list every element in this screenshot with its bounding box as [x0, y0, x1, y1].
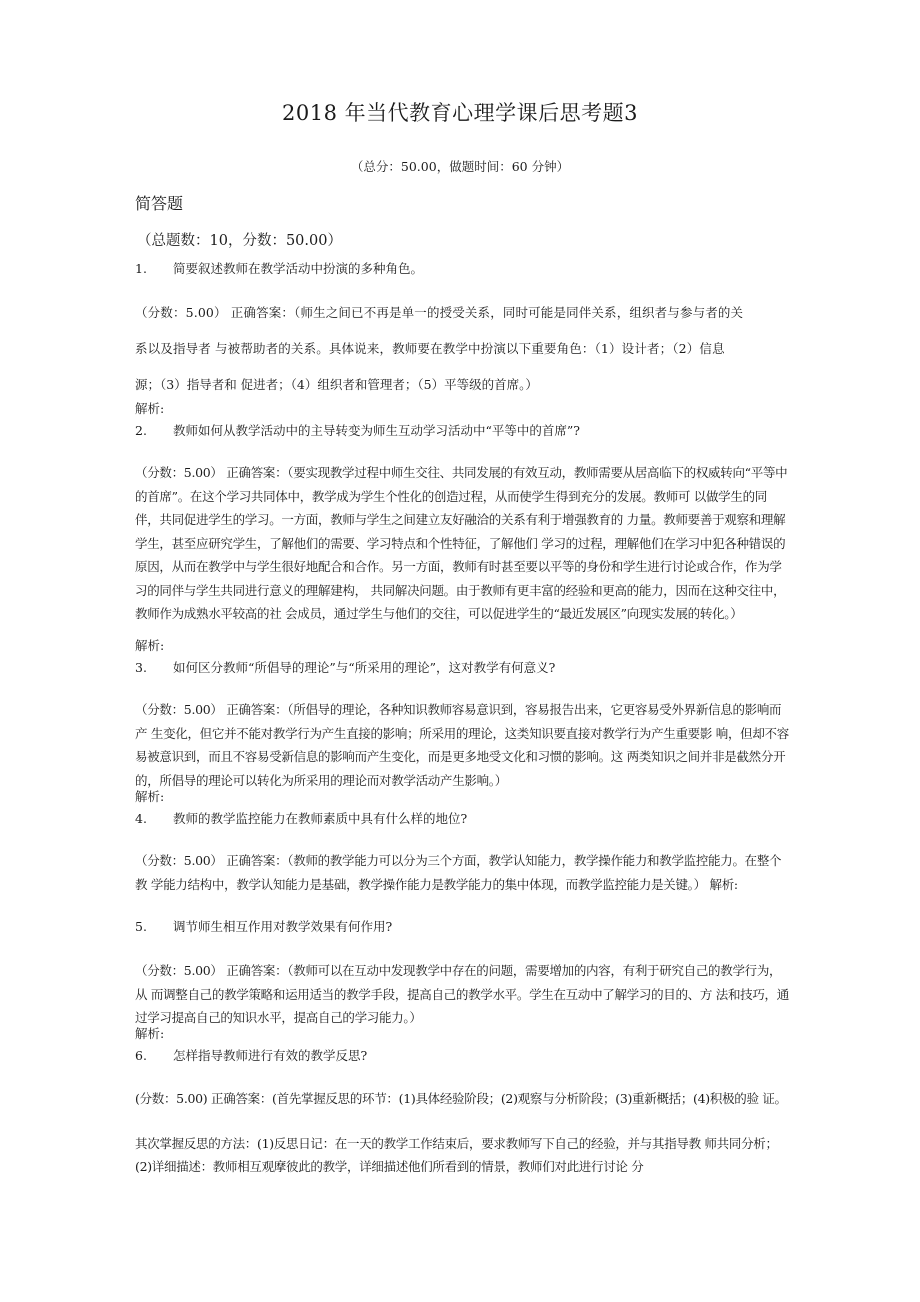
question-text: 调节师生相互作用对教学效果有何作用?: [173, 919, 393, 934]
question-number: 4.: [135, 811, 147, 826]
answer-1-line-1: （分数：5.00） 正确答案：（师生之间已不再是单一的授受关系，同时可能是同伴关系，组织者与参与者的关: [135, 305, 744, 320]
question-number: 3.: [135, 660, 147, 675]
question-text: 如何区分教师“所倡导的理论”与“所采用的理论”，这对教学有何意义?: [173, 660, 556, 675]
question-1: [135, 257, 790, 281]
answer-2: （分数：5.00） 正确答案：（要实现教学过程中师生交往、共同发展的有效互动，教师需要从居高临下的权威转向“平等中 的首席”。在这个学习共同体中，教学成为学生个性化的创造过程，从而使学生得到充分的发展。教师可 以做学生的同伴，共同促进学生的学习。一方面，教师与学生之间建立友好融洽的关系有利于增强教育的 力量。教师要善于观察和理解学生，甚至应研究学生，了解他们的需要、学习特点和个性特征，了解他们 学习的过程，理解他们在学习中犯各种错误的原因，从而在教学中与学生很好地配合和合作。另一方面，教师有时甚至要以平等的身份和学生进行讨论或合作，作为学习的同伴与学生共同进行意义的理解建构， 共同解决问题。由于教师有更丰富的经验和更高的能力，因而在这种交往中，教师作为成熟水平较高的社 会成员，通过学生与他们的交往，可以促进学生的“最近发展区”向现实发展的转化。）: [135, 465, 788, 621]
answer-1-line-2: 系以及指导者 与被帮助者的关系。具体说来，教师要在教学中扮演以下重要角色：（1）设计者；（2）信息: [135, 341, 725, 356]
answer-6-continued: 其次掌握反思的方法：(1)反思日记：在一天的教学工作结束后，要求教师写下自己的经验，并与其指导教 师共同分析；(2)详细描述：教师相互观摩彼此的教学，详细描述他们所看到的情景，教师们对此进行讨论 分: [135, 1136, 778, 1174]
question-text: 怎样指导教师进行有效的教学反思?: [173, 1048, 368, 1063]
question-number: 5.: [135, 919, 147, 934]
question-5: [135, 915, 790, 939]
answer-1-line-3: 源；（3）指导者和 促进者；（4）组织者和管理者；（5）平等级的首席。）: [135, 377, 538, 392]
question-number: 6.: [135, 1048, 147, 1063]
question-4: [135, 807, 790, 831]
answer-5: （分数：5.00） 正确答案：（教师可以在互动中发现教学中存在的问题，需要增加的内容，有利于研究自己的教学行为，从 而调整自己的教学策略和运用适当的教学手段，提高自己的教学水平。学生在互动中了解学习的目的、方 法和技巧，通过学习提高自己的知识水平，提高自己的学习能力。）: [135, 963, 789, 1025]
answer-3: （分数：5.00） 正确答案：（所倡导的理论，各种知识教师容易意识到，容易报告出来，它更容易受外界新信息的影响而产 生变化，但它并不能对教学行为产生直接的影响；所采用的理论，这类知识要直接对教学行为产生重要影 响，但却不容易被意识到，而且不容易受新信息的影响而产生变化，而是更多地受文化和习惯的影响。这 两类知识之间并非是截然分开的，所倡导的理论可以转化为所采用的理论而对教学活动产生影响。）: [135, 702, 789, 788]
section-heading: 简答题: [135, 194, 184, 213]
question-number: 1.: [135, 261, 147, 276]
answer-6: (分数：5.00) 正确答案：(首先掌握反思的环节：(1)具体经验阶段；(2)观察与分析阶段；(3)重新概括；(4)积极的验 证。: [135, 1091, 787, 1106]
analysis-label: 解析:: [135, 638, 165, 653]
question-2: [135, 419, 790, 443]
question-3: [135, 656, 790, 680]
question-text: 教师的教学监控能力在教师素质中具有什么样的地位?: [173, 811, 468, 826]
question-text: 教师如何从教学活动中的主导转变为师生互动学习活动中“平等中的首席”?: [173, 423, 580, 438]
question-text: 简要叙述教师在教学活动中扮演的多种角色。: [173, 261, 424, 276]
page-title: 2018 年当代教育心理学课后思考题3: [282, 101, 638, 125]
exam-meta: （总分：50.00，做题时间：60 分钟）: [350, 159, 570, 174]
section-totals: （总题数：10，分数：50.00）: [137, 233, 342, 249]
question-6: [135, 1044, 790, 1068]
analysis-label: 解析:: [135, 1026, 165, 1041]
answer-4: （分数：5.00） 正确答案：（教师的教学能力可以分为三个方面，教学认知能力，教学操作能力和教学监控能力。在整个教 学能力结构中，教学认知能力是基础，教学操作能力是教学能力的集中体现，而教学监控能力是关键。） 解析:: [135, 853, 782, 892]
analysis-label: 解析:: [135, 401, 165, 416]
question-number: 2.: [135, 423, 147, 438]
analysis-label: 解析:: [135, 789, 165, 804]
